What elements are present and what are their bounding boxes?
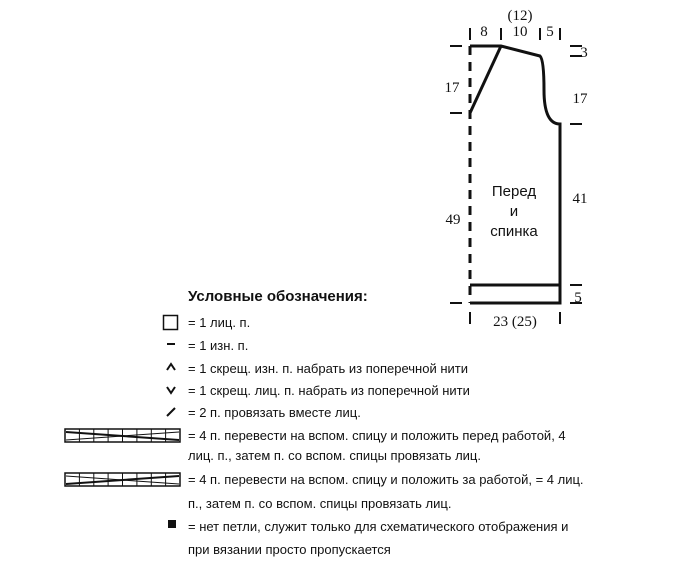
legend-item-1-text: = 1 лиц. п. <box>188 315 251 330</box>
caret-down-icon <box>164 383 178 397</box>
legend-item-5-text: = 2 п. провязать вместе лиц. <box>188 405 361 420</box>
caret-up-icon <box>164 360 178 374</box>
dim-right-lower: 41 <box>572 191 588 207</box>
dim-right-top: 3 <box>580 45 588 61</box>
cable-back-icon <box>64 472 181 487</box>
slash-icon <box>164 405 178 419</box>
dim-bottom: 23 (25) <box>493 314 537 330</box>
dim-top-right: 5 <box>546 24 554 40</box>
legend-item-2-text: = 1 изн. п. <box>188 338 249 353</box>
empty-square-icon <box>162 314 180 332</box>
legend-item-6-text: = 4 п. перевести на вспом. спицу и положить перед работой, 4 <box>188 428 566 443</box>
legend-title: Условные обозначения: <box>188 288 368 305</box>
legend-item-8-text: = нет петли, служит только для схематического отображения и <box>188 519 569 534</box>
piece-label-line-1: Перед <box>491 183 537 200</box>
dash-icon <box>164 338 178 350</box>
cable-front-icon <box>64 428 181 443</box>
legend-item-7-text: = 4 п. перевести на вспом. спицу и положить за работой, = 4 лиц. <box>188 472 584 487</box>
dim-right-bottom: 5 <box>574 290 582 306</box>
dim-top-mid: 10 <box>512 24 528 40</box>
filled-square-icon <box>167 519 177 529</box>
legend-item-4-text: = 1 скрещ. лиц. п. набрать из поперечной нити <box>188 383 470 398</box>
piece-label-line-2: и <box>509 203 519 220</box>
legend-item-6-text-cont: лиц. п., затем п. со вспом. спицы провязать лиц. <box>188 448 481 463</box>
legend-item-7-text-cont: п., затем п. со вспом. спицы провязать лиц. <box>188 496 452 511</box>
dim-top-total: (12) <box>507 8 533 24</box>
piece-label-line-3: спинка <box>490 223 538 240</box>
dim-top-left: 8 <box>480 24 488 40</box>
legend-item-8-text-cont: при вязании просто пропускается <box>188 542 391 557</box>
dim-left-upper: 17 <box>444 80 460 96</box>
dim-left-lower: 49 <box>445 212 461 228</box>
dim-right-upper: 17 <box>572 91 588 107</box>
legend-item-3-text: = 1 скрещ. изн. п. набрать из поперечной нити <box>188 361 468 376</box>
